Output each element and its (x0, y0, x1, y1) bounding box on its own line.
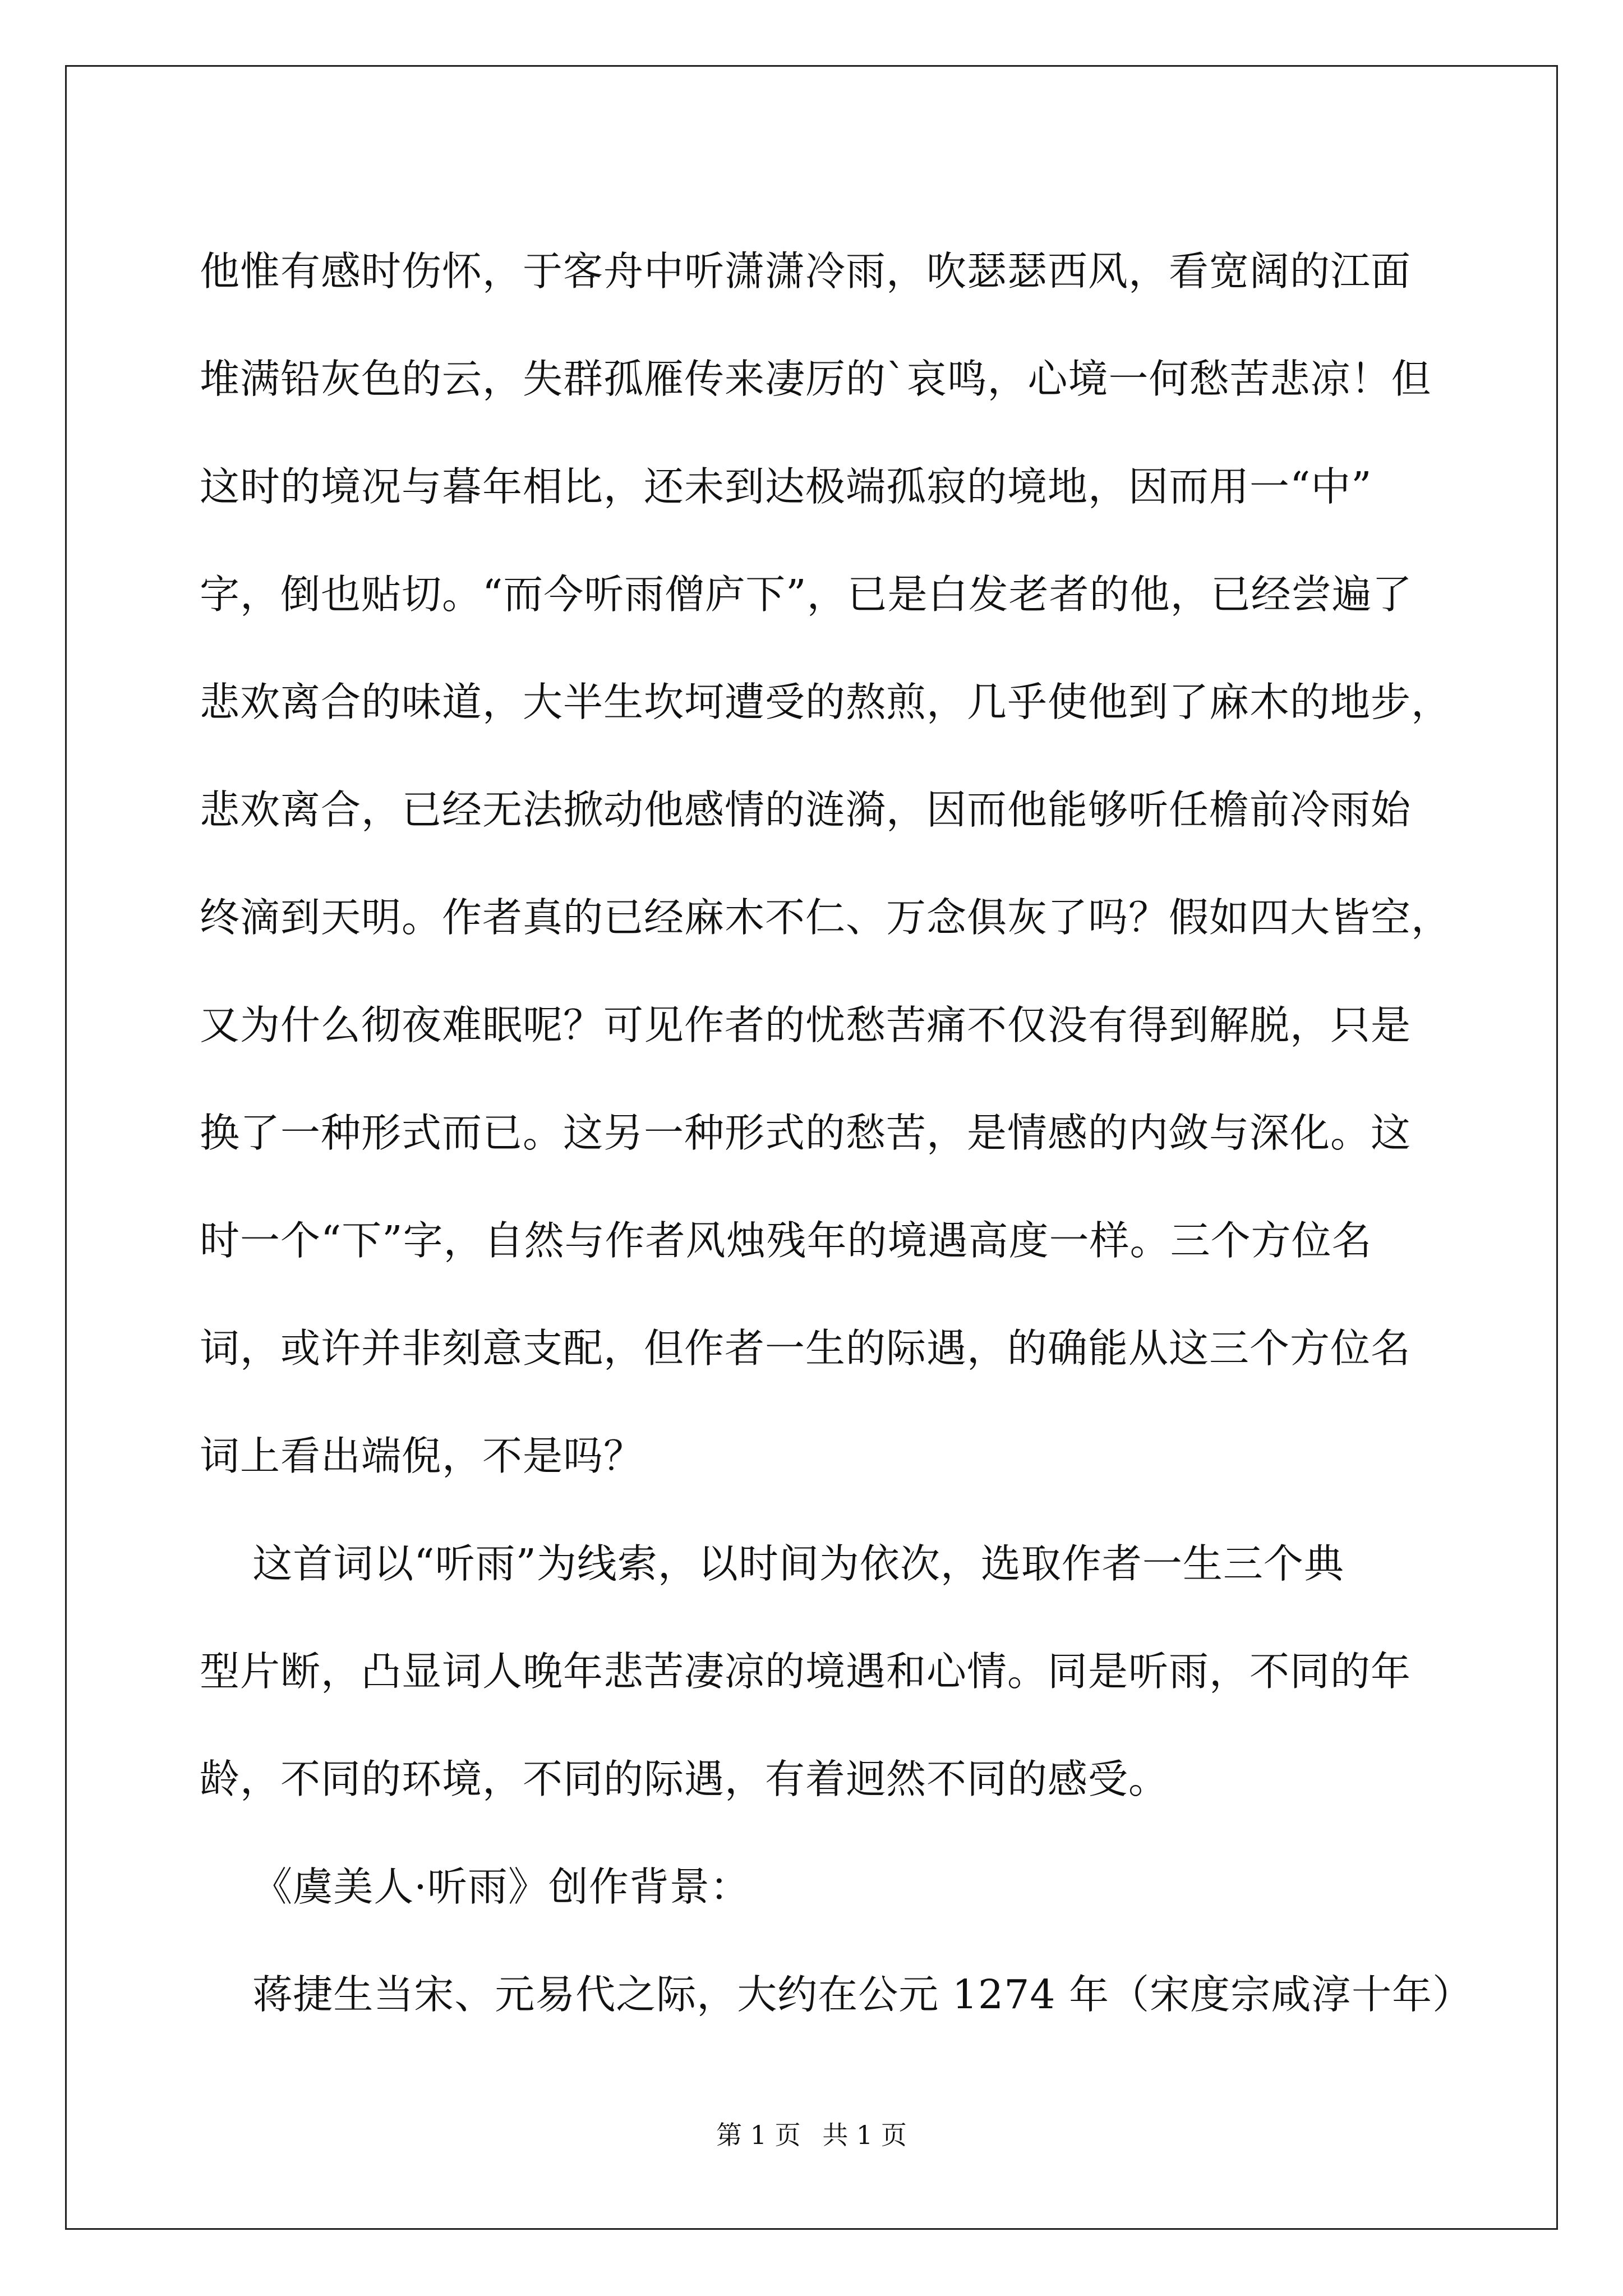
section-heading (200, 1833, 1445, 1941)
text-line: 又为什么彻夜难眠呢？可见作者的忧愁苦痛不仅没有得到解脱，只是 (200, 1002, 1412, 1048)
page-total: 共 1 页 (822, 2120, 907, 2150)
text-line: 词上看出端倪，不是吗？ (200, 1433, 644, 1479)
paragraph-2 (200, 1510, 1445, 1833)
text-line: 词，或许并非刻意支配，但作者一生的际遇，的确能从这三个方位名 (200, 1325, 1412, 1372)
text-line: 悲欢离合，已经无法掀动他感情的涟漪，因而他能够听任檐前冷雨始 (200, 786, 1412, 833)
text-line: 这时的境况与暮年相比，还未到达极端孤寂的境地，因而用一“中” (200, 463, 1372, 510)
page-footer (0, 2118, 1623, 2152)
text-line: 型片断，凸显词人晚年悲苦凄凉的境遇和心情。同是听雨，不同的年 (200, 1648, 1412, 1695)
page-number: 第 1 页 (716, 2120, 801, 2150)
text-line: 蒋捷生当宋、元易代之际，大约在公元 1274 年（宋度宗咸淳十年） (200, 1971, 1473, 2018)
text-line: 他惟有感时伤怀，于客舟中听潇潇冷雨，吹瑟瑟西风，看宽阔的江面 (200, 248, 1412, 295)
text-line: 龄，不同的环境，不同的际遇，有着迥然不同的感受。 (200, 1756, 1169, 1802)
text-line: 时一个“下”字，自然与作者风烛残年的境遇高度一样。三个方位名 (200, 1217, 1372, 1264)
heading-background: 《虞美人·听雨》创作背景： (200, 1864, 750, 1910)
document-body (200, 218, 1473, 2049)
text-line: 悲欢离合的味道，大半生坎坷遭受的熬煎，几乎使他到了麻木的地步， (200, 679, 1452, 725)
paragraph-3 (200, 1941, 1473, 2049)
text-line: 字，倒也贴切。“而今听雨僧庐下”，已是白发老者的他，已经尝遍了 (200, 571, 1413, 618)
text-line: 换了一种形式而已。这另一种形式的愁苦，是情感的内敛与深化。这 (200, 1110, 1412, 1156)
text-line: 这首词以“听雨”为线索，以时间为依次，选取作者一生三个典 (200, 1540, 1344, 1587)
text-line: 堆满铅灰色的云，失群孤雁传来凄厉的`哀鸣，心境一何愁苦悲凉！但 (200, 356, 1432, 402)
text-line: 终滴到天明。作者真的已经麻木不仁、万念俱灰了吗？假如四大皆空， (200, 894, 1452, 941)
paragraph-1 (200, 218, 1452, 1510)
